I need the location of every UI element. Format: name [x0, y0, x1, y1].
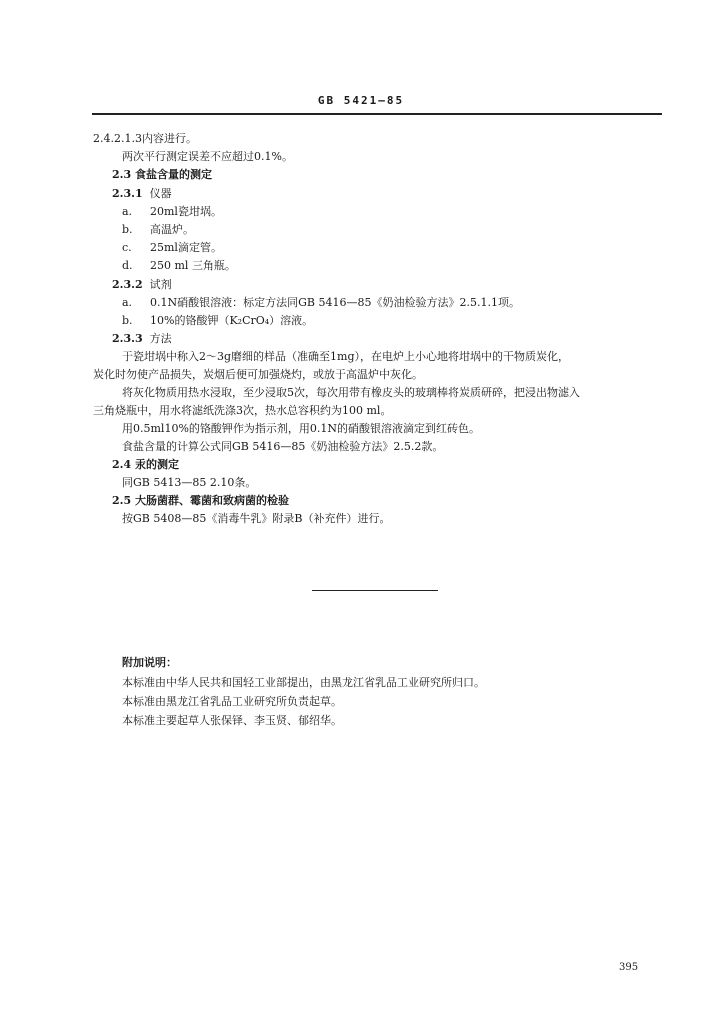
appendix-line: 本标准由中华人民共和国轻工业部提出，由黑龙江省乳品工业研究所归口。 — [122, 676, 485, 689]
subsection-title: 方法 — [149, 332, 172, 345]
body-line: 2.4.2.1.3内容进行。 — [93, 132, 197, 145]
body-line: 同GB 5413—85 2.10条。 — [122, 476, 257, 489]
item-mark: b. — [122, 223, 133, 236]
subsection-heading — [112, 278, 172, 292]
section-heading: 2.3 食盐含量的测定 — [112, 168, 212, 181]
subsection-title: 试剂 — [149, 278, 172, 291]
list-item — [122, 314, 313, 328]
header-rule — [92, 113, 662, 115]
item-mark: a. — [122, 296, 133, 309]
end-rule — [312, 590, 438, 591]
subsection-number: 2.3.2 — [112, 278, 143, 291]
page-number: 395 — [619, 962, 639, 973]
item-mark: c. — [122, 241, 132, 254]
item-text: 20ml瓷坩埚。 — [150, 205, 222, 218]
appendix-title: 附加说明： — [122, 656, 177, 669]
appendix-line: 本标准由黑龙江省乳品工业研究所负责起草。 — [122, 695, 342, 708]
subsection-heading — [112, 187, 172, 201]
list-item — [122, 259, 236, 273]
body-line: 两次平行测定误差不应超过0.1%。 — [122, 150, 293, 163]
section-heading: 2.5 大肠菌群、霉菌和致病菌的检验 — [112, 494, 289, 507]
item-text: 25ml滴定管。 — [150, 241, 222, 254]
subsection-title: 仪器 — [149, 187, 172, 200]
item-text: 0.1N硝酸银溶液：标定方法同GB 5416—85《奶油检验方法》2.5.1.1项。 — [150, 296, 520, 309]
item-mark: a. — [122, 205, 133, 218]
standard-code-header: GB 5421—85 — [317, 94, 405, 107]
section-heading: 2.4 汞的测定 — [112, 458, 179, 471]
subsection-number: 2.3.3 — [112, 332, 143, 345]
method-line: 食盐含量的计算公式同GB 5416—85《奶油检验方法》2.5.2款。 — [122, 440, 444, 453]
item-text: 10%的铬酸钾（K₂CrO₄）溶液。 — [150, 314, 314, 327]
item-mark: b. — [122, 314, 133, 327]
method-line: 炭化时勿使产品损失，炭烟后便可加强烧灼，或放于高温炉中灰化。 — [93, 368, 423, 381]
subsection-number: 2.3.1 — [112, 187, 143, 200]
method-line: 将灰化物质用热水浸取，至少浸取5次，每次用带有橡皮头的玻璃棒将炭质研碎，把浸出物滤入 — [122, 386, 580, 399]
appendix-line: 本标准主要起草人张保铎、李玉贤、郁绍华。 — [122, 714, 342, 727]
item-mark: d. — [122, 259, 133, 272]
list-item — [122, 205, 222, 219]
item-text: 高温炉。 — [150, 223, 194, 236]
list-item — [122, 241, 222, 255]
list-item — [122, 223, 194, 237]
method-line: 三角烧瓶中，用水将滤纸洗涤3次，热水总容积约为100 ml。 — [93, 404, 392, 417]
subsection-heading — [112, 332, 172, 346]
list-item — [122, 296, 520, 310]
body-line: 按GB 5408—85《消毒牛乳》附录B（补充件）进行。 — [122, 512, 391, 525]
item-text: 250 ml 三角瓶。 — [150, 259, 236, 272]
method-line: 于瓷坩埚中称入2～3g磨细的样品（准确至1mg），在电炉上小心地将坩埚中的干物质炭化， — [122, 350, 570, 363]
method-line: 用0.5ml10%的铬酸钾作为指示剂，用0.1N的硝酸银溶液滴定到红砖色。 — [122, 422, 481, 435]
